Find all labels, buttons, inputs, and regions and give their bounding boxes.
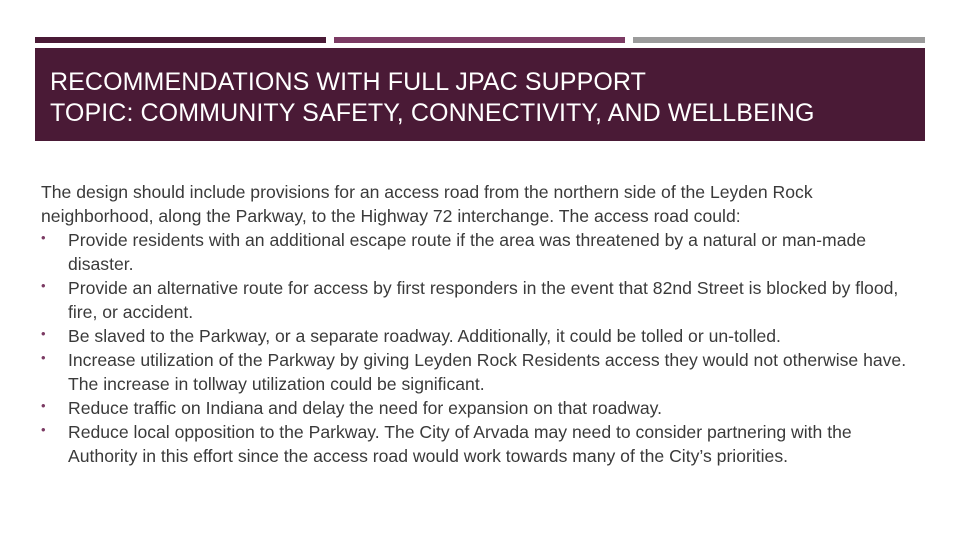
bullet-text: Provide residents with an additional escape route if the area was threatened by a natural or man-made disaster. [68, 230, 867, 274]
bullet-dot-icon: • [41, 230, 46, 245]
slide-title-line-2: TOPIC: COMMUNITY SAFETY, CONNECTIVITY, AND WELLBEING [50, 99, 815, 127]
bullet-dot-icon: • [41, 326, 46, 341]
accent-bar-dark [35, 37, 326, 43]
bullet-dot-icon: • [41, 278, 46, 293]
accent-bar-gray [633, 37, 925, 43]
bullet-dot-icon: • [41, 398, 46, 413]
slide-body [41, 180, 911, 468]
bullet-item [41, 324, 911, 348]
bullet-item [41, 348, 911, 396]
bullet-item [41, 228, 911, 276]
accent-bar-mid [334, 37, 625, 43]
slide-title-line-1: RECOMMENDATIONS WITH FULL JPAC SUPPORT [50, 68, 646, 96]
bullet-text: Reduce local opposition to the Parkway. The City of Arvada may need to consider partnering with the Authority in this effort since the access road would work towards many of the City’s priorities. [68, 422, 852, 466]
bullet-text: Reduce traffic on Indiana and delay the need for expansion on that roadway. [68, 398, 663, 418]
bullet-text: Increase utilization of the Parkway by giving Leyden Rock Residents access they would not otherwise have. The increase in tollway utilization could be significant. [68, 350, 907, 394]
intro-paragraph: The design should include provisions for an access road from the northern side of the Leyden Rock neighborhood, along the Parkway, to the Highway 72 interchange. The access road could: [41, 182, 813, 226]
bullet-item [41, 396, 911, 420]
bullet-list [41, 228, 911, 468]
bullet-item [41, 420, 911, 468]
slide-title-box [35, 48, 925, 141]
bullet-text: Provide an alternative route for access by first responders in the event that 82nd Street is blocked by flood, fire, or accident. [68, 278, 899, 322]
bullet-dot-icon: • [41, 422, 46, 437]
bullet-item [41, 276, 911, 324]
bullet-dot-icon: • [41, 350, 46, 365]
bullet-text: Be slaved to the Parkway, or a separate roadway. Additionally, it could be tolled or un-tolled. [68, 326, 781, 346]
